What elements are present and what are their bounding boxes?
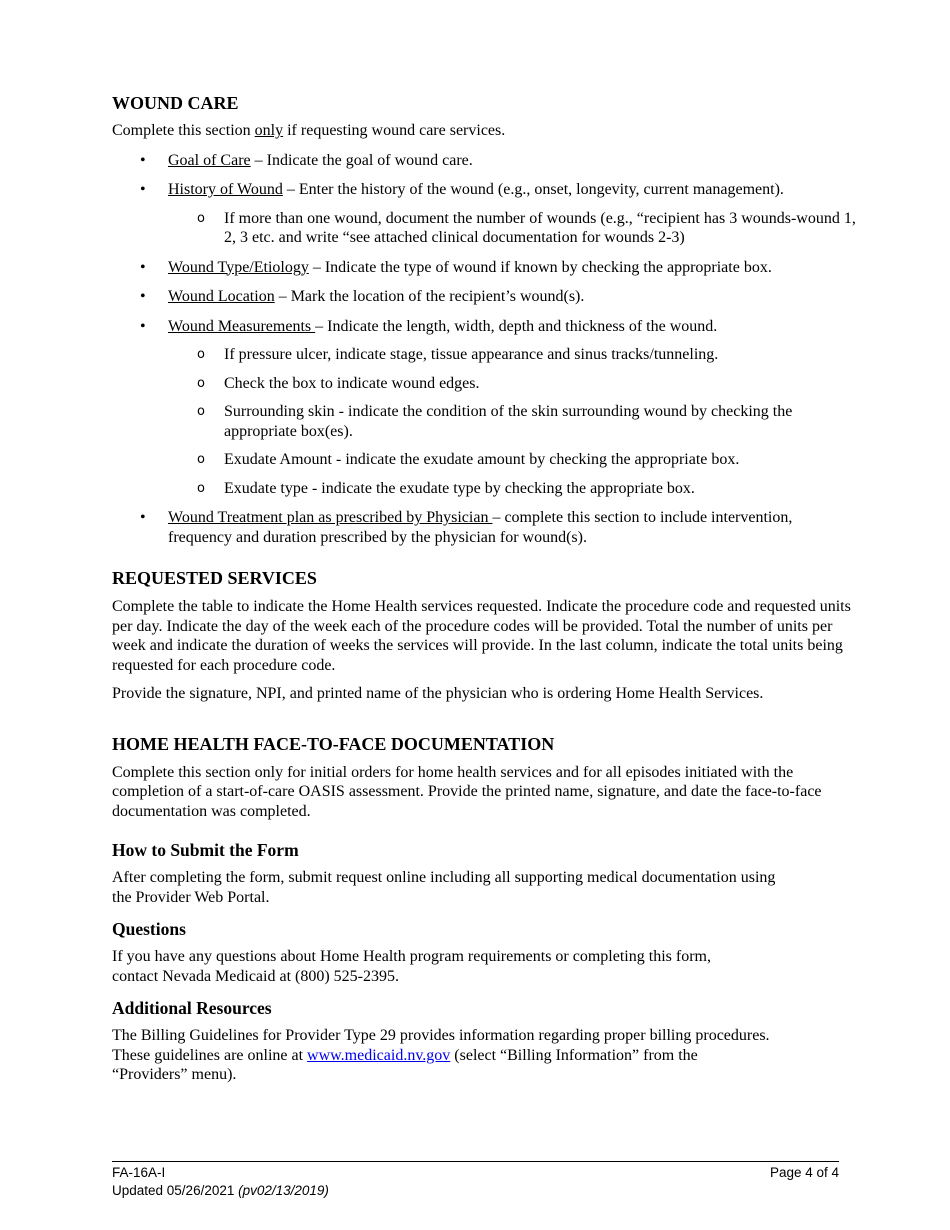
questions-text: If you have any questions about Home Health program requirements or completing this form, contact Nevada Medicaid at (800) 525-2395. xyxy=(112,948,711,985)
bullet-icon: • xyxy=(140,288,146,305)
circle-bullet-icon: o xyxy=(197,404,205,419)
medicaid-website-link[interactable]: www.medicaid.nv.gov xyxy=(307,1046,451,1064)
circle-bullet-icon: o xyxy=(197,375,205,391)
sub-list-item: o Surrounding skin - indicate the condition of the skin surrounding wound by checking the appropriate box(es). xyxy=(197,403,793,440)
bullet-icon: • xyxy=(140,151,146,169)
bullet-icon: • xyxy=(140,258,146,276)
form-id: FA-16A-I xyxy=(112,1165,166,1180)
circle-bullet-icon: o xyxy=(197,347,205,362)
wound-care-list xyxy=(112,151,857,548)
circle-bullet-icon: o xyxy=(197,452,205,467)
circle-bullet-icon: o xyxy=(197,480,205,496)
wound-care-intro: Complete this section only if requesting wound care services. xyxy=(112,122,506,139)
bullet-icon: • xyxy=(140,509,146,526)
list-item: • History of Wound – Enter the history of the wound (e.g., onset, longevity, current management). o If more than one wound, document the number of wounds (e.g., “recipient has 3 wounds-wound 1, 2, 3 etc. and write “see attached clinical documentation for wounds 2-3) xyxy=(112,180,857,248)
wound-care-heading: WOUND CARE xyxy=(112,93,239,113)
page-number: Page 4 of 4 xyxy=(769,1165,839,1180)
document-page xyxy=(112,90,857,1085)
requested-services-text: Complete the table to indicate the Home Health services requested. Indicate the procedure code and requested units per day. Indicate the day of the week each of the procedure codes will be provided. Total the number of units per week and indicate the duration of weeks the services will provide. In the last column, indicate the total units being requested for each procedure code. xyxy=(112,598,851,674)
page-footer xyxy=(112,1161,839,1200)
requested-services-signature-text: Provide the signature, NPI, and printed name of the physician who is ordering Home Health Services. xyxy=(112,685,764,702)
measurements-sublist xyxy=(168,345,857,498)
sub-list-item: o If more than one wound, document the number of wounds (e.g., “recipient has 3 wounds-wound 1, 2, 3 etc. and write “see attached clinical documentation for wounds 2-3) xyxy=(197,209,856,246)
list-item: • Wound Location – Mark the location of the recipient’s wound(s). xyxy=(140,288,585,305)
submit-text: After completing the form, submit request online including all supporting medical documentation using the Provider Web Portal. xyxy=(112,869,776,906)
history-sublist xyxy=(168,209,857,248)
updated-date: Updated 05/26/2021 (pv02/13/2019) xyxy=(112,1183,329,1198)
list-item: • Wound Type/Etiology – Indicate the type of wound if known by checking the appropriate box. xyxy=(140,258,772,276)
sub-list-item: o Exudate type - indicate the exudate type by checking the appropriate box. xyxy=(197,479,695,497)
face-to-face-text: Complete this section only for initial orders for home health services and for all episodes initiated with the completion of a start-of-care OASIS assessment. Provide the printed name, signature, and date the face-to-face documentation was completed. xyxy=(112,763,822,820)
list-item: • Wound Measurements – Indicate the length, width, depth and thickness of the wound. o If pressure ulcer, indicate stage, tissue appearance and sinus tracks/tunneling. o Check the box to indicate wound edges. o Surrounding skin - indicate the condition of the skin surrounding wound by checking the appropriate box(es). o Exudate Amount - indicate the exudate amount by checking the appropriate box. o Exudate type - indicate the exudate type by checking the appropriate box. xyxy=(112,317,857,499)
sub-list-item: o Exudate Amount - indicate the exudate amount by checking the appropriate box. xyxy=(197,451,740,468)
face-to-face-heading: HOME HEALTH FACE-TO-FACE DOCUMENTATION xyxy=(112,733,555,754)
list-item: • Wound Treatment plan as prescribed by Physician – complete this section to include intervention, frequency and duration prescribed by the physician for wound(s). xyxy=(140,509,793,546)
sub-list-item: o Check the box to indicate wound edges. xyxy=(197,374,480,392)
resources-heading: Additional Resources xyxy=(112,998,272,1018)
bullet-icon: • xyxy=(140,181,146,198)
resources-text: The Billing Guidelines for Provider Type 29 provides information regarding proper billing procedures. These guidelines are online at www.medicaid.nv.gov (select “Billing Information” from the “Providers” menu). xyxy=(112,1027,770,1083)
submit-heading: How to Submit the Form xyxy=(112,840,299,860)
questions-heading: Questions xyxy=(112,919,186,939)
requested-services-heading: REQUESTED SERVICES xyxy=(112,568,317,588)
bullet-icon: • xyxy=(140,317,146,335)
circle-bullet-icon: o xyxy=(197,210,205,226)
sub-list-item: o If pressure ulcer, indicate stage, tissue appearance and sinus tracks/tunneling. xyxy=(197,346,719,363)
list-item: • Goal of Care – Indicate the goal of wound care. xyxy=(140,151,473,169)
